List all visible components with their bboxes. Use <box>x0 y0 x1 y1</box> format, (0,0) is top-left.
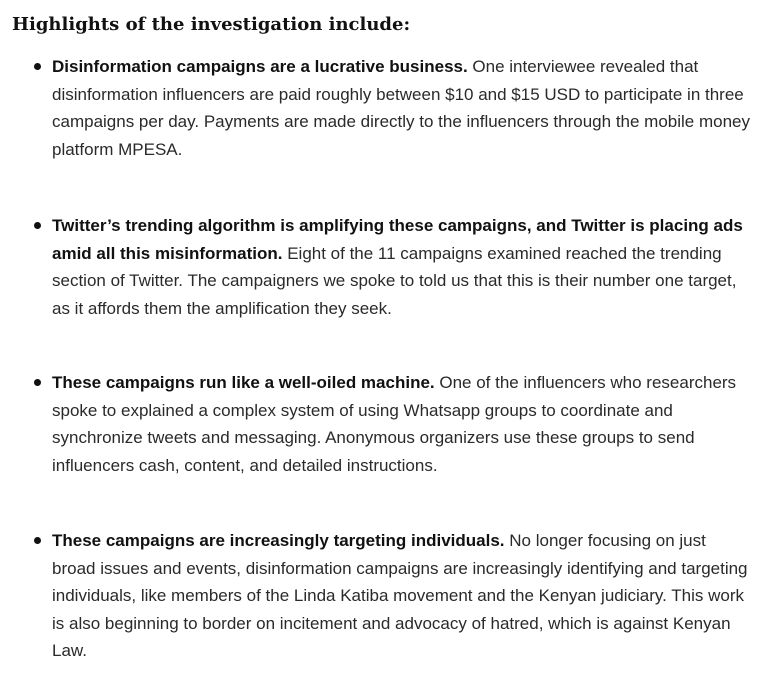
highlight-item <box>52 527 752 665</box>
highlight-body: Eight of the 11 campaigns examined reached the trending section of Twitter. The campaigners we spoke to told us that this is their number one target, as it affords them the amplification they seek. <box>52 243 737 318</box>
highlight-lead: These campaigns run like a well-oiled machine. <box>52 373 435 392</box>
section-heading: Highlights of the investigation include: <box>12 14 411 35</box>
bullet-icon <box>34 379 41 386</box>
highlight-lead: These campaigns are increasingly targeting individuals. <box>52 531 505 550</box>
highlight-body: One interviewee revealed that disinformation influencers are paid roughly between $10 and $15 USD to participate in three campaigns per day. Payments are made directly to the influencers through the mobile money platform MPESA. <box>52 57 750 159</box>
highlight-item <box>52 53 752 163</box>
highlight-lead: Twitter’s trending algorithm is amplifying these campaigns, and Twitter is placing ads amid all this misinformation. <box>52 216 743 263</box>
highlight-lead: Disinformation campaigns are a lucrative business. <box>52 57 468 76</box>
highlight-item <box>52 212 752 322</box>
bullet-icon <box>34 63 41 70</box>
highlight-body: No longer focusing on just broad issues and events, disinformation campaigns are increasingly identifying and targeting individuals, like members of the Linda Katiba movement and the Kenyan judiciary. This work is also beginning to border on incitement and advocacy of hatred, which is against Kenyan Law. <box>52 531 748 661</box>
bullet-icon <box>34 222 41 229</box>
highlight-item <box>52 369 752 479</box>
bullet-icon <box>34 537 41 544</box>
highlight-body: One of the influencers who researchers spoke to explained a complex system of using Whatsapp groups to coordinate and synchronize tweets and messaging. Anonymous organizers use these groups to send influencers cash, content, and detailed instructions. <box>52 373 737 475</box>
